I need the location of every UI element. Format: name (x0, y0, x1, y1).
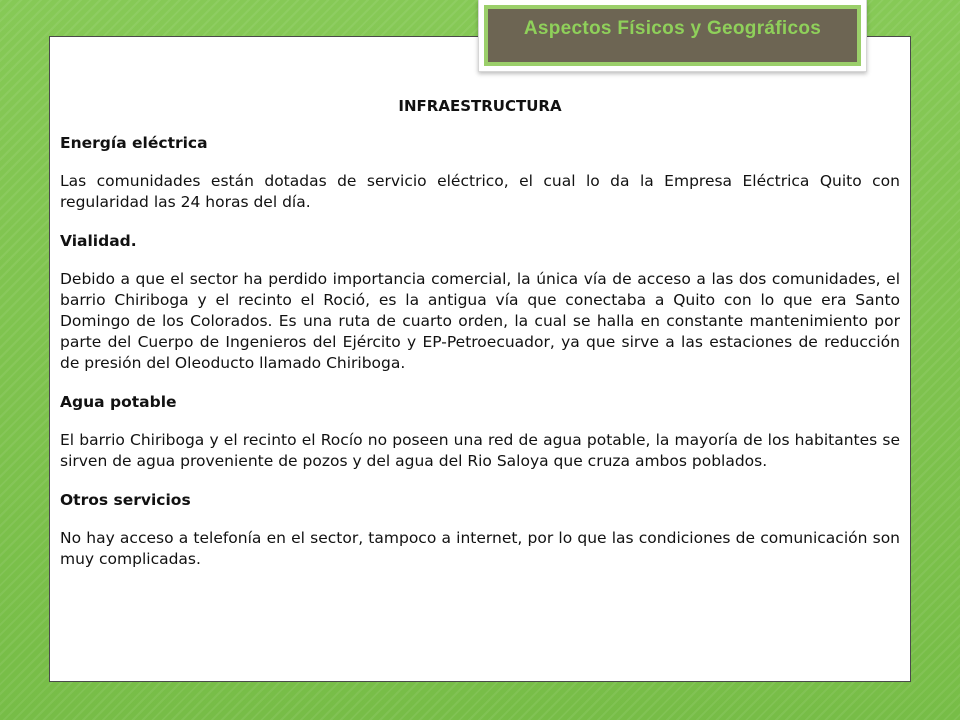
subheading-agua: Agua potable (60, 393, 177, 411)
paragraph-vialidad: Debido a que el sector ha perdido importancia comercial, la única vía de acceso a las dos comunidades, el barrio Chiriboga y el recinto el Roció, es la antigua vía que conectaba a Quito con lo que era Santo Domingo de los Colorados. Es una ruta de cuarto orden, la cual se halla en constante mantenimiento por parte del Cuerpo de Ingenieros del Ejército y EP-Petroecuador, ya que sirve a las estaciones de reducción de presión del Oleoducto llamado Chiriboga. (60, 270, 900, 372)
paragraph-agua: El barrio Chiriboga y el recinto el Rocío no poseen una red de agua potable, la mayoría de los habitantes se sirven de agua proveniente de pozos y del agua del Rio Saloya que cruza ambos poblados. (60, 431, 900, 470)
subheading-vialidad: Vialidad. (60, 232, 137, 250)
slide-title: Aspectos Físicos y Geográficos (523, 17, 822, 39)
subheading-otros: Otros servicios (60, 491, 191, 509)
paragraph-otros: No hay acceso a telefonía en el sector, tampoco a internet, por lo que las condiciones de comunicación son muy complicadas. (60, 529, 900, 568)
slide-title-tab (478, 0, 867, 72)
content-panel (49, 36, 911, 682)
slide-title-box (484, 5, 861, 66)
section-heading: INFRAESTRUCTURA (398, 97, 562, 115)
subheading-energia: Energía eléctrica (60, 134, 208, 152)
content-text-area (60, 96, 900, 588)
paragraph-energia: Las comunidades están dotadas de servicio eléctrico, el cual lo da la Empresa Eléctrica Quito con regularidad las 24 horas del día. (60, 172, 900, 211)
